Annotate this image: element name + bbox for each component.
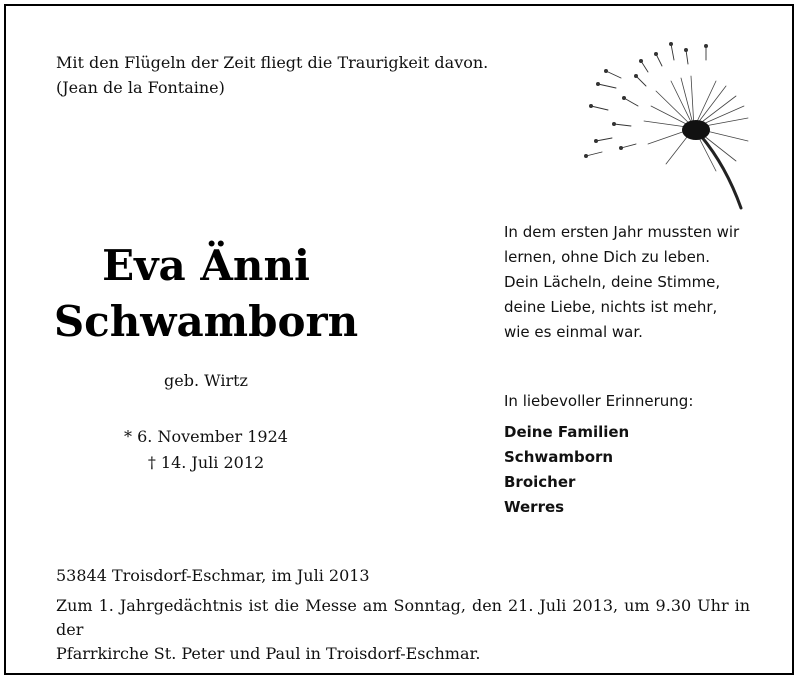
verse-line: wie es einmal war. (504, 323, 643, 341)
deceased-name (46, 238, 366, 350)
notice-line: Zum 1. Jahrgedächtnis ist die Messe am Sonntag, den 21. Juli 2013, um 9.30 Uhr in der (56, 596, 750, 639)
quote-author: (Jean de la Fontaine) (56, 78, 225, 97)
birth-date: * 6. November 1924 (124, 427, 288, 446)
family-item: Broicher (504, 473, 576, 491)
remembrance-heading: In liebevoller Erinnerung: (504, 392, 694, 410)
maiden-name: geb. Wirtz (164, 371, 248, 390)
family-item: Werres (504, 498, 565, 516)
family-item: Schwamborn (504, 448, 614, 466)
obituary-frame (4, 4, 794, 675)
verse-line: Dein Lächeln, deine Stimme, (504, 273, 721, 291)
quote-text: Mit den Flügeln der Zeit fliegt die Traurigkeit davon. (56, 53, 489, 72)
quote (56, 50, 488, 100)
place-date: 53844 Troisdorf-Eschmar, im Juli 2013 (56, 566, 370, 585)
family-item: Deine Familien (504, 423, 630, 441)
family-list (504, 420, 629, 520)
death-date: † 14. Juli 2012 (147, 453, 265, 472)
dandelion-icon (576, 36, 766, 211)
first-names: Eva Änni (102, 241, 310, 290)
verse-line: deine Liebe, nichts ist mehr, (504, 298, 718, 316)
surname: Schwamborn (53, 297, 359, 346)
life-dates (46, 424, 366, 476)
mass-notice (56, 594, 750, 666)
notice-line: Pfarrkirche St. Peter und Paul in Troisdorf-Eschmar. (56, 644, 481, 663)
verse-line: In dem ersten Jahr mussten wir (504, 223, 740, 241)
verse (504, 220, 739, 345)
verse-line: lernen, ohne Dich zu leben. (504, 248, 711, 266)
